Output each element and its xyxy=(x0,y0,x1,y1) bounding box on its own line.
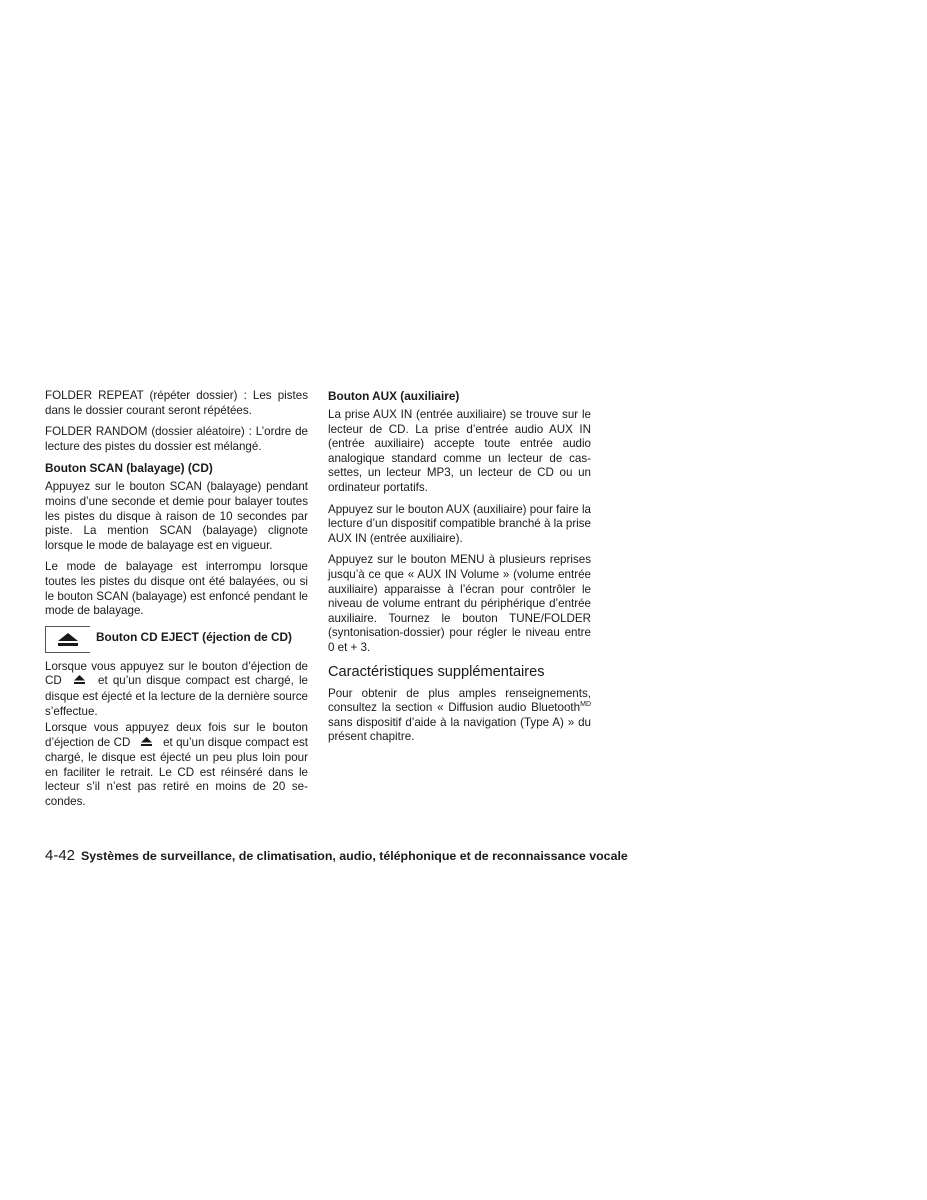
page-footer xyxy=(45,847,628,865)
eject-paragraph xyxy=(45,660,308,719)
features-text-start: Pour obtenir de plus amples renseignements, consultez la section « Diffusion audio Bluetooth xyxy=(328,686,591,715)
folder-repeat-paragraph: FOLDER REPEAT (répéter dossier) : Les pistes dans le dossier courant seront répétées. xyxy=(45,389,308,417)
eject-paragraph-start: Lorsque vous appuyez sur le bouton d’éjection de CD xyxy=(45,659,308,688)
double-eject-paragraph-start: Lorsque vous appuyez deux fois sur le bouton d’éjection de CD xyxy=(45,721,308,749)
eject-icon-box xyxy=(45,626,90,653)
trademark-superscript: MD xyxy=(580,701,591,709)
aux-button-paragraph: Appuyez sur le bouton AUX (auxiliaire) pour faire la lecture d’un dispositif compatible branché à la prise AUX IN (entrée auxiliaire). xyxy=(328,502,591,545)
page-number: 4-42 xyxy=(45,847,76,864)
features-text-end: sans dispositif d’aide à la navigation (Type A) » du présent chapitre. xyxy=(328,715,591,744)
scan-paragraph: Appuyez sur le bouton SCAN (balayage) pendant moins d’une seconde et demie pour balayer toutes les pistes du disque à raison de 10 secondes par piste. La mention SCAN (balayage) clignote lorsque le mode de balayage est en vigueur. xyxy=(45,480,308,552)
eject-icon xyxy=(58,633,78,647)
eject-icon xyxy=(67,675,93,690)
eject-heading xyxy=(45,626,308,654)
double-eject-paragraph xyxy=(45,721,308,810)
left-column xyxy=(45,389,308,817)
eject-heading-title: Bouton CD EJECT (éjection de CD) xyxy=(96,629,292,644)
aux-jack-paragraph: La prise AUX IN (entrée auxiliaire) se trouve sur le lecteur de CD. La prise d’entrée audio AUX IN (entrée auxiliaire) accepte toute entrée audio analogique standard comme un lecteur de cassettes, un lecteur MP3, un lecteur de CD ou un ordinateur portatifs. xyxy=(328,408,591,494)
additional-features-paragraph xyxy=(328,687,591,745)
folder-random-paragraph: FOLDER RANDOM (dossier aléatoire) : L’ordre de lecture des pistes du dossier est mélangé. xyxy=(45,425,308,453)
aux-heading: Bouton AUX (auxiliaire) xyxy=(328,389,460,403)
eject-icon xyxy=(134,737,160,752)
double-eject-paragraph-end: et qu’un disque compact est chargé, le disque est éjecté un peu plus loin pour en faciliter le retrait. Le CD est réinséré dans le lecteur s’il n’est pas retiré en moins de 20 secondes. xyxy=(45,735,308,809)
chapter-title: Systèmes de surveillance, de climatisation, audio, téléphonique et de reconnaissance vocale xyxy=(81,849,628,863)
scan-heading: Bouton SCAN (balayage) (CD) xyxy=(45,461,213,476)
additional-features-heading: Caractéristiques supplémentaires xyxy=(328,663,545,680)
aux-volume-paragraph: Appuyez sur le bouton MENU à plusieurs reprises jusqu’à ce que « AUX IN Volume » (volume entrée auxiliaire) apparaisse à l’écran pour contrôler le niveau de volume entrant du périphérique d’entrée auxiliaire. Tournez le bouton TUNE/FOLDER (syntonisation-dossier) pour régler le niveau entre 0 et + 3. xyxy=(328,553,591,654)
scan-interrupt-paragraph: Le mode de balayage est interrompu lorsque toutes les pistes du disque ont été balayées, ou si le bouton SCAN (balayage) est enfoncé pendant le mode de balayage. xyxy=(45,560,308,618)
right-column xyxy=(328,389,591,752)
eject-paragraph-end: et qu’un disque compact est chargé, le disque est éjecté et la lecture de la dernière source s’effectue. xyxy=(45,674,308,718)
